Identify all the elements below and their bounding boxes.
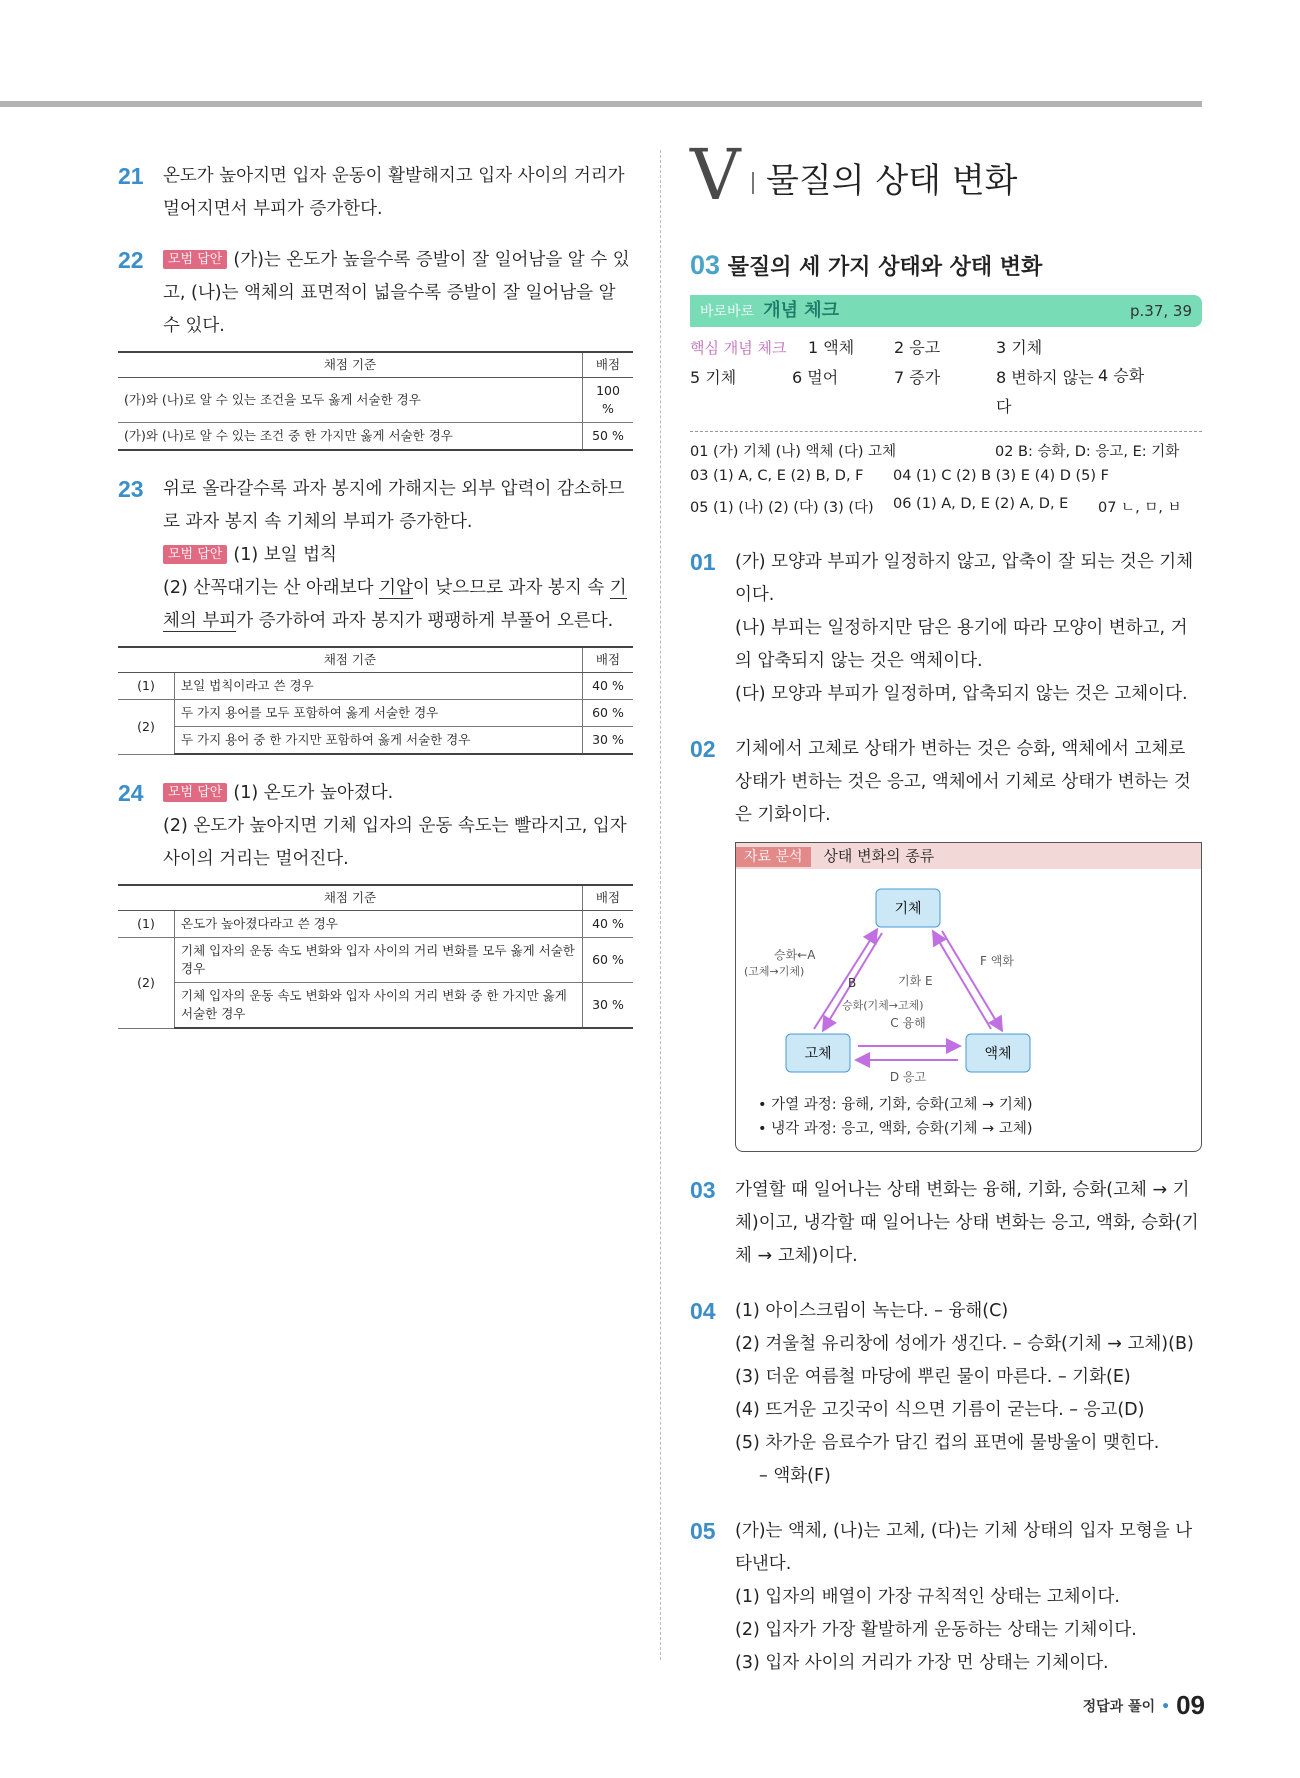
- table-row: [118, 700, 633, 727]
- label-f: F 액화: [980, 954, 1014, 968]
- criteria-cell: 두 가지 용어 중 한 가지만 포함하여 옳게 서술한 경우: [175, 727, 583, 755]
- key-concept-item: 7 증가: [894, 368, 941, 387]
- quick-answer: 05 (1) (나) (2) (다) (3) (다): [690, 500, 874, 516]
- score-cell: 30 %: [583, 727, 634, 755]
- quick-answers: [690, 440, 1202, 526]
- explanation-04: [690, 1295, 1202, 1493]
- key-concept-item: 2 응고: [894, 338, 941, 357]
- criteria-cell: 두 가지 용어를 모두 포함하여 옳게 서술한 경우: [175, 700, 583, 727]
- diagram-notes: [758, 1093, 1201, 1141]
- score-cell: 60 %: [583, 700, 634, 727]
- arrow-sublimation-a: [814, 931, 876, 1029]
- chapter-separator: [752, 172, 754, 194]
- arrow-condensation-f: [942, 931, 1001, 1029]
- underlined-term: 기압: [379, 578, 413, 598]
- explanation-line: (5) 차가운 음료수가 담긴 컵의 표면에 물방울이 맺힌다.: [735, 1433, 1160, 1453]
- score-cell: 50 %: [583, 423, 634, 451]
- page-number: 09: [1176, 1690, 1205, 1720]
- key-concept-tag: 핵심 개념 체크: [690, 339, 787, 357]
- explanation-text: 기체에서 고체로 상태가 변하는 것은 승화, 액체에서 고체로 상태가 변하는 것은 응고, 액체에서 기체로 상태가 변하는 것은 기화이다.: [735, 739, 1191, 825]
- quick-answer: 04 (1) C (2) B (3) E (4) D (5) F: [893, 468, 1109, 484]
- explanation-01: [690, 546, 1202, 711]
- gas-label: 기체: [894, 901, 922, 917]
- answer-part-1: (1) 온도가 높아졌다.: [233, 783, 394, 803]
- question-number: 03: [690, 1177, 716, 1203]
- sub-question-cell: (1): [118, 673, 175, 700]
- quick-answer: 01 (가) 기체 (나) 액체 (다) 고체: [690, 444, 897, 460]
- score-cell: 30 %: [583, 983, 634, 1029]
- question-number: 22: [118, 247, 144, 273]
- concept-bar-tag: 바로바로: [700, 304, 755, 320]
- model-answer-tag: 모범 답안: [163, 545, 227, 564]
- label-a: 승화←A: [774, 948, 816, 962]
- data-analysis-tag: 자료 분석: [736, 847, 811, 867]
- text-span: 이 낮으므로 과자 봉지 속: [412, 578, 610, 598]
- table-header-criteria: 채점 기준: [118, 647, 583, 673]
- underlined-term: 기체의 부피: [163, 578, 627, 631]
- key-concept-item: [690, 333, 792, 363]
- sub-question-cell: (2): [118, 700, 175, 755]
- explanation-text: 가열할 때 일어나는 상태 변화는 융해, 기화, 승화(고체 → 기체)이고, 냉각할 때 일어나는 상태 변화는 응고, 액화, 승화(기체 → 고체)이다.: [735, 1180, 1199, 1266]
- question-number: 05: [690, 1518, 716, 1544]
- answer-part-1: (1) 보일 법칙: [233, 545, 337, 565]
- concept-bar-title: 개념 체크: [763, 300, 840, 321]
- answer-text: (가)는 온도가 높을수록 증발이 잘 일어남을 알 수 있고, (나)는 액체의 표면적이 넓을수록 증발이 잘 일어남을 알 수 있다.: [163, 250, 630, 336]
- footer-label: 정답과 풀이: [1082, 1699, 1156, 1715]
- criteria-cell: 온도가 높아졌다라고 쓴 경우: [175, 911, 583, 938]
- cooling-note: • 냉각 과정: 응고, 액화, 승화(기체 → 고체): [758, 1117, 1201, 1141]
- question-number: 23: [118, 476, 144, 502]
- page-footer: [1083, 1690, 1205, 1721]
- question-24: [118, 777, 633, 876]
- explanation-02: [690, 733, 1202, 832]
- question-23: [118, 473, 633, 638]
- explanation-line: (3) 입자 사이의 거리가 가장 먼 상태는 기체이다.: [735, 1653, 1109, 1673]
- chapter-roman-numeral: V: [690, 134, 741, 216]
- key-concept-item: 6 멀어: [792, 368, 839, 387]
- label-b: B: [848, 976, 857, 990]
- liquid-label: 액체: [984, 1046, 1012, 1062]
- criteria-cell: 보일 법칙이라고 쓴 경우: [175, 673, 583, 700]
- section-title: 물질의 세 가지 상태와 상태 변화: [727, 255, 1043, 280]
- scoring-table-22: [118, 351, 633, 451]
- diagram-header: [736, 843, 1201, 869]
- answer-text: 위로 올라갈수록 과자 봉지에 가해지는 외부 압력이 감소하므로 과자 봉지 속 기체의 부피가 증가한다.: [163, 479, 625, 532]
- score-cell: 60 %: [583, 938, 634, 983]
- answer-part-2: [163, 572, 633, 638]
- explanation-line: (4) 뜨거운 고깃국이 식으면 기름이 굳는다. – 응고(D): [735, 1400, 1145, 1420]
- criteria-cell: 기체 입자의 운동 속도 변화와 입자 사이의 거리 변화를 모두 옳게 서술한 경우: [175, 938, 583, 983]
- explanation-line: (가) 모양과 부피가 일정하지 않고, 압축이 잘 되는 것은 기체이다.: [735, 552, 1194, 605]
- question-22: [118, 244, 633, 343]
- text-span: 가 증가하여 과자 봉지가 팽팽하게 부풀어 오른다.: [236, 611, 614, 631]
- explanation-line: (2) 겨울철 유리창에 성에가 생긴다. – 승화(기체 → 고체)(B): [735, 1334, 1194, 1354]
- dashed-divider: [690, 431, 1202, 432]
- table-header-score: 배점: [583, 647, 634, 673]
- concept-check-bar: [690, 295, 1202, 327]
- answer-text: 온도가 높아지면 입자 운동이 활발해지고 입자 사이의 거리가 멀어지면서 부피가 증가한다.: [163, 166, 625, 219]
- section-number: 03: [690, 250, 721, 280]
- criteria-cell: 기체 입자의 운동 속도 변화와 입자 사이의 거리 변화 중 한 가지만 옳게 서술한 경우: [175, 983, 583, 1029]
- chapter-title: 물질의 상태 변화: [766, 161, 1018, 201]
- explanation-line: (1) 아이스크림이 녹는다. – 융해(C): [735, 1301, 1009, 1321]
- table-header-score: 배점: [583, 352, 634, 378]
- table-row: [118, 911, 633, 938]
- column-divider: [660, 150, 661, 1660]
- explanation-05: [690, 1515, 1202, 1680]
- explanation-line: (가)는 액체, (나)는 고체, (다)는 기체 상태의 입자 모형을 나타낸다.: [735, 1521, 1193, 1574]
- criteria-cell: (가)와 (나)로 알 수 있는 조건을 모두 옳게 서술한 경우: [118, 378, 583, 423]
- question-21: [118, 160, 633, 226]
- left-column: [118, 160, 633, 1033]
- table-header-score: 배점: [583, 885, 634, 911]
- table-header-criteria: 채점 기준: [118, 352, 583, 378]
- text-span: (2) 산꼭대기는 산 아래보다: [163, 578, 380, 598]
- table-row: [118, 727, 633, 755]
- diagram-title: 상태 변화의 종류: [823, 847, 935, 865]
- table-header-criteria: 채점 기준: [118, 885, 583, 911]
- score-cell: 40 %: [583, 673, 634, 700]
- question-number: 24: [118, 780, 144, 806]
- section-heading: [690, 250, 1202, 281]
- heating-note: • 가열 과정: 융해, 기화, 승화(고체 → 기체): [758, 1093, 1201, 1117]
- explanation-line: (2) 입자가 가장 활발하게 운동하는 상태는 기체이다.: [735, 1620, 1137, 1640]
- state-change-diagram-box: [735, 842, 1202, 1152]
- question-number: 21: [118, 163, 144, 189]
- explanation-line: (나) 부피는 일정하지만 담은 용기에 따라 모양이 변하고, 거의 압축되지 않는 것은 액체이다.: [735, 618, 1188, 671]
- explanation-line: (3) 더운 여름철 마당에 뿌린 물이 마른다. – 기화(E): [735, 1367, 1131, 1387]
- table-row: [118, 378, 633, 423]
- sub-question-cell: (1): [118, 911, 175, 938]
- quick-answer: 07 ㄴ, ㅁ, ㅂ: [1098, 500, 1182, 516]
- table-row: [118, 983, 633, 1029]
- table-row: [118, 938, 633, 983]
- solid-label: 고체: [804, 1046, 832, 1062]
- label-a-sub: (고체→기체): [744, 965, 805, 978]
- label-d: D 응고: [889, 1070, 927, 1084]
- key-concept-item: 8 변하지 않는다: [996, 368, 1094, 416]
- page-reference: p.37, 39: [1130, 302, 1192, 320]
- sub-question-cell: (2): [118, 938, 175, 1029]
- key-concept-item: 4 승화: [1098, 366, 1145, 385]
- quick-answer: 03 (1) A, C, E (2) B, D, F: [690, 468, 864, 484]
- explanation-line: (1) 입자의 배열이 가장 규칙적인 상태는 고체이다.: [735, 1587, 1120, 1607]
- explanation-line: (다) 모양과 부피가 일정하며, 압축되지 않는 것은 고체이다.: [735, 684, 1188, 704]
- quick-answer: 06 (1) A, D, E (2) A, D, E: [893, 496, 1069, 512]
- label-b-sub: 승화(기체→고체): [842, 999, 924, 1012]
- table-row: [118, 423, 633, 451]
- footer-dot: •: [1161, 1699, 1171, 1715]
- model-answer-tag: 모범 답안: [163, 783, 227, 802]
- explanation-03: [690, 1174, 1202, 1273]
- explanation-line: – 액화(F): [759, 1466, 831, 1486]
- table-row: [118, 673, 633, 700]
- arrow-vaporization-e: [934, 933, 991, 1029]
- question-number: 04: [690, 1298, 716, 1324]
- question-number: 02: [690, 736, 716, 762]
- scoring-table-23: [118, 646, 633, 755]
- key-concept-item: 3 기체: [996, 338, 1043, 357]
- key-concept-item: 5 기체: [690, 368, 737, 387]
- label-e: 기화 E: [898, 974, 933, 988]
- criteria-cell: (가)와 (나)로 알 수 있는 조건 중 한 가지만 옳게 서술한 경우: [118, 423, 583, 451]
- answer-part-2: (2) 온도가 높아지면 기체 입자의 운동 속도는 빨라지고, 입자 사이의 거리는 멀어진다.: [163, 816, 627, 869]
- score-cell: 40 %: [583, 911, 634, 938]
- label-c: C 융해: [890, 1016, 926, 1030]
- scoring-table-24: [118, 884, 633, 1029]
- quick-answer: 02 B: 승화, D: 응고, E: 기화: [995, 444, 1180, 460]
- right-column: [690, 134, 1202, 1680]
- chapter-heading: [690, 134, 1202, 216]
- model-answer-tag: 모범 답안: [163, 250, 227, 269]
- question-number: 01: [690, 549, 716, 575]
- score-cell: 100 %: [583, 378, 634, 423]
- key-concept-item: 1 액체: [808, 338, 855, 357]
- top-rule: [0, 101, 1202, 107]
- state-change-diagram: [736, 869, 1201, 1089]
